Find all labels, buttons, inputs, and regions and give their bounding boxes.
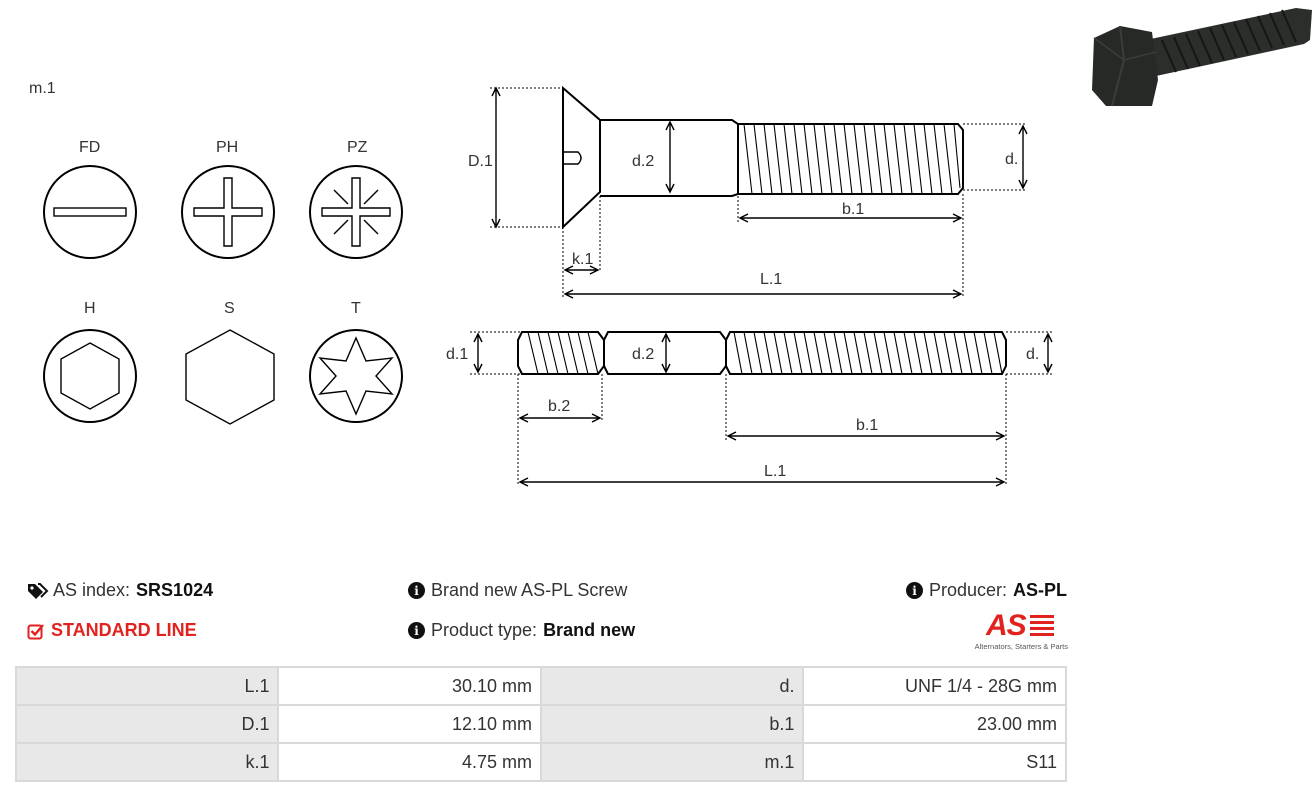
as-pl-logo: [964, 609, 1068, 653]
spec-value: 4.75 mm: [278, 743, 541, 781]
drive-types-symbols: [0, 160, 400, 460]
producer-value: AS-PL: [1013, 580, 1068, 600]
logo-tagline: Alternators, Starters & Parts: [974, 642, 1068, 651]
dim-L1-top: L.1: [760, 271, 783, 288]
spec-key: d.: [541, 667, 803, 705]
table-row: [16, 705, 1066, 743]
product-type: [408, 620, 635, 641]
as-index-label: AS index:: [53, 580, 131, 600]
dim-b2-bottom: b.2: [548, 398, 571, 415]
dim-b1-top: b.1: [842, 201, 865, 218]
product-type-value: Brand new: [543, 620, 636, 640]
table-row: [16, 667, 1066, 705]
standard-line: [27, 620, 197, 641]
dim-L1-bottom: L.1: [764, 463, 787, 480]
spec-value: 12.10 mm: [278, 705, 541, 743]
screw-dimension-drawing-top: [460, 80, 1060, 310]
product-description: [408, 580, 627, 601]
dim-k1-top: k.1: [572, 251, 594, 268]
table-row: [16, 743, 1066, 781]
torx-drive-icon: [310, 330, 402, 422]
drive-label-s: S: [224, 300, 235, 317]
dim-d2-bottom: d.2: [632, 346, 655, 363]
spec-value: S11: [803, 743, 1066, 781]
info-circle-icon: i: [408, 622, 425, 639]
as-index: [27, 580, 213, 601]
tags-icon: [27, 582, 47, 600]
spec-key: L.1: [16, 667, 278, 705]
spec-value: UNF 1/4 - 28G mm: [803, 667, 1066, 705]
dim-b1-bottom: b.1: [856, 417, 879, 434]
spec-value: 23.00 mm: [803, 705, 1066, 743]
drive-label-h: H: [84, 300, 96, 317]
check-square-icon: [27, 622, 45, 640]
info-circle-icon: i: [408, 582, 425, 599]
drive-label-ph: PH: [216, 139, 239, 156]
description-text: Brand new AS-PL Screw: [431, 580, 628, 600]
spec-key: D.1: [16, 705, 278, 743]
dim-D1-top: D.1: [468, 153, 493, 170]
drive-label-pz: PZ: [347, 139, 368, 156]
logo-text: AS: [986, 609, 1026, 642]
hex-socket-drive-icon: [44, 330, 136, 422]
producer: [906, 580, 1067, 601]
product-photo: [1086, 0, 1316, 110]
product-type-label: Product type:: [431, 620, 538, 640]
standard-line-label: STANDARD LINE: [51, 620, 197, 640]
stud-dimension-drawing-bottom: [440, 320, 1060, 490]
slotted-drive-icon: [44, 166, 136, 258]
pozidriv-drive-icon: [310, 166, 402, 258]
info-circle-icon: i: [906, 582, 923, 599]
dim-d-top: d.: [1005, 151, 1019, 168]
drive-label-fd: FD: [79, 139, 101, 156]
hex-head-drive-icon: [186, 330, 274, 424]
dim-d-bottom: d.: [1026, 346, 1040, 363]
m1-label: m.1: [29, 80, 56, 97]
spec-key: b.1: [541, 705, 803, 743]
spec-table: [15, 666, 1067, 782]
phillips-drive-icon: [182, 166, 274, 258]
dim-d1-bottom: d.1: [446, 346, 469, 363]
dim-d2-top: d.2: [632, 153, 655, 170]
producer-label: Producer:: [929, 580, 1008, 600]
spec-key: k.1: [16, 743, 278, 781]
spec-key: m.1: [541, 743, 803, 781]
spec-value: 30.10 mm: [278, 667, 541, 705]
as-index-value: SRS1024: [136, 580, 214, 600]
drive-label-t: T: [351, 300, 361, 317]
